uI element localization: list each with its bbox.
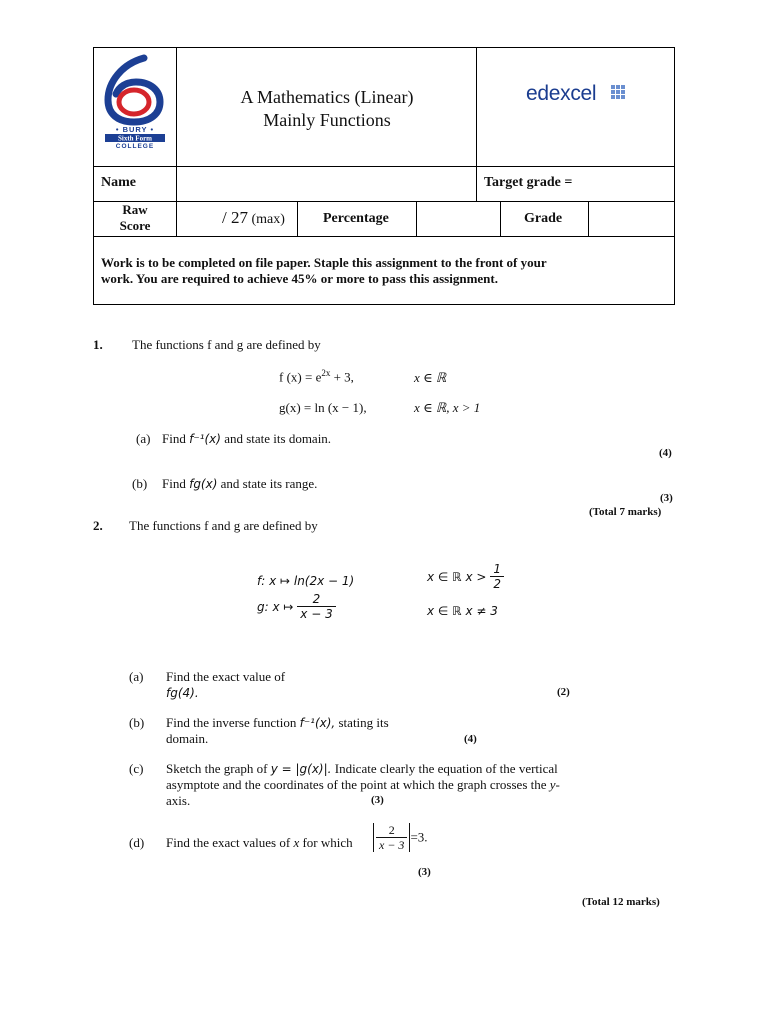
q2-f-fraction: $\frac{1}{2}$ xyxy=(490,562,504,591)
col-divider xyxy=(297,201,298,236)
q2d-marks: (3) xyxy=(418,866,431,878)
q2-g-domain: x ∈ ℝ x ≠ 3 xyxy=(427,604,498,618)
q2a-label: (a) xyxy=(129,669,144,684)
document-title xyxy=(178,86,476,132)
q2-f-definition: f: x ↦ ln(2x − 1) xyxy=(257,574,355,588)
q1b-text: Find fg(x) and state its range. xyxy=(162,476,318,491)
q1-intro: The functions f and g are defined by xyxy=(132,337,321,352)
title-line2: Mainly Functions xyxy=(263,110,391,130)
col-divider xyxy=(588,201,589,236)
edexcel-grid-icon xyxy=(611,85,627,101)
q1-f-domain: x ∈ ℝ xyxy=(414,370,447,385)
q1-number: 1. xyxy=(93,337,103,352)
q1-f-definition: f $(x) = e^{2x} + 3$, xyxy=(279,368,354,385)
grade-label: Grade xyxy=(524,211,563,226)
q2-f-domain: x ∈ ℝ x > $\frac{1}{2}$ xyxy=(427,562,504,591)
q2d-text: Find the exact values of x for which xyxy=(166,835,353,850)
q1a-label: (a) xyxy=(136,431,151,446)
q2b-marks: (4) xyxy=(464,733,477,745)
q1-g-definition: g(x) = ln (x − 1), xyxy=(279,400,367,415)
q2b-label: (b) xyxy=(129,715,145,730)
name-label: Name xyxy=(101,175,136,190)
q1b-label: (b) xyxy=(132,476,148,491)
col-divider xyxy=(500,201,501,236)
percentage-field[interactable] xyxy=(418,203,499,234)
q2a-text: Find the exact value of fg(4). xyxy=(166,669,286,700)
q2c-text: Sketch the graph of y = |g(x)|. Indicate clearly the equation of the vertical asymptote and the coordinates of the point at which the graph crosses the y- axis. xyxy=(166,761,560,808)
college-logo xyxy=(100,54,170,149)
col-divider xyxy=(476,47,477,201)
q2-g-definition: g: x ↦ $\frac{2}{x - 3}$ xyxy=(257,592,336,621)
q1-g-domain: x ∈ ℝ, x > 1 xyxy=(414,400,481,415)
score-max: / 27 (max) xyxy=(222,208,285,227)
row-divider xyxy=(93,166,675,167)
q2-g-fraction: $\frac{2}{x - 3}$ xyxy=(297,592,335,621)
target-grade-label: Target grade = xyxy=(484,175,573,190)
q2d-label: (d) xyxy=(129,835,145,850)
q2d-equation: $\frac{2}{x - 3}$ =3. xyxy=(373,823,428,852)
col-divider xyxy=(416,201,417,236)
q2-total: (Total 12 marks) xyxy=(582,896,660,908)
q1-total: (Total 7 marks) xyxy=(589,506,662,518)
q2-number: 2. xyxy=(93,518,103,533)
q2b-text: Find the inverse function f⁻¹(x), stating its domain. xyxy=(166,715,389,746)
logo-line3: COLLEGE xyxy=(115,143,155,149)
logo-line2: Sixth Form xyxy=(117,134,153,143)
col-divider xyxy=(176,47,177,201)
q2a-marks: (2) xyxy=(557,686,570,698)
q1b-marks: (3) xyxy=(660,492,673,504)
title-line1: A Mathematics (Linear) xyxy=(240,87,414,107)
raw-score-label: Raw Score xyxy=(119,202,151,233)
row-divider xyxy=(93,236,675,237)
logo-line1: • BURY • xyxy=(115,125,155,134)
q2c-marks: (3) xyxy=(371,794,384,806)
q1a-marks: (4) xyxy=(659,447,672,459)
edexcel-logo: edexcel xyxy=(526,82,597,105)
instructions: Work is to be completed on file paper. Staple this assignment to the front of your work. You are required to achieve 45% or more to pass this assignment. xyxy=(101,255,547,286)
q2-intro: The functions f and g are defined by xyxy=(129,518,318,533)
percentage-label: Percentage xyxy=(323,211,389,226)
grade-field[interactable] xyxy=(590,203,674,234)
q2c-label: (c) xyxy=(129,761,144,776)
q1a-text: Find f⁻¹(x) and state its domain. xyxy=(162,431,332,446)
six-logo-icon xyxy=(100,54,170,149)
name-field[interactable] xyxy=(178,168,474,199)
